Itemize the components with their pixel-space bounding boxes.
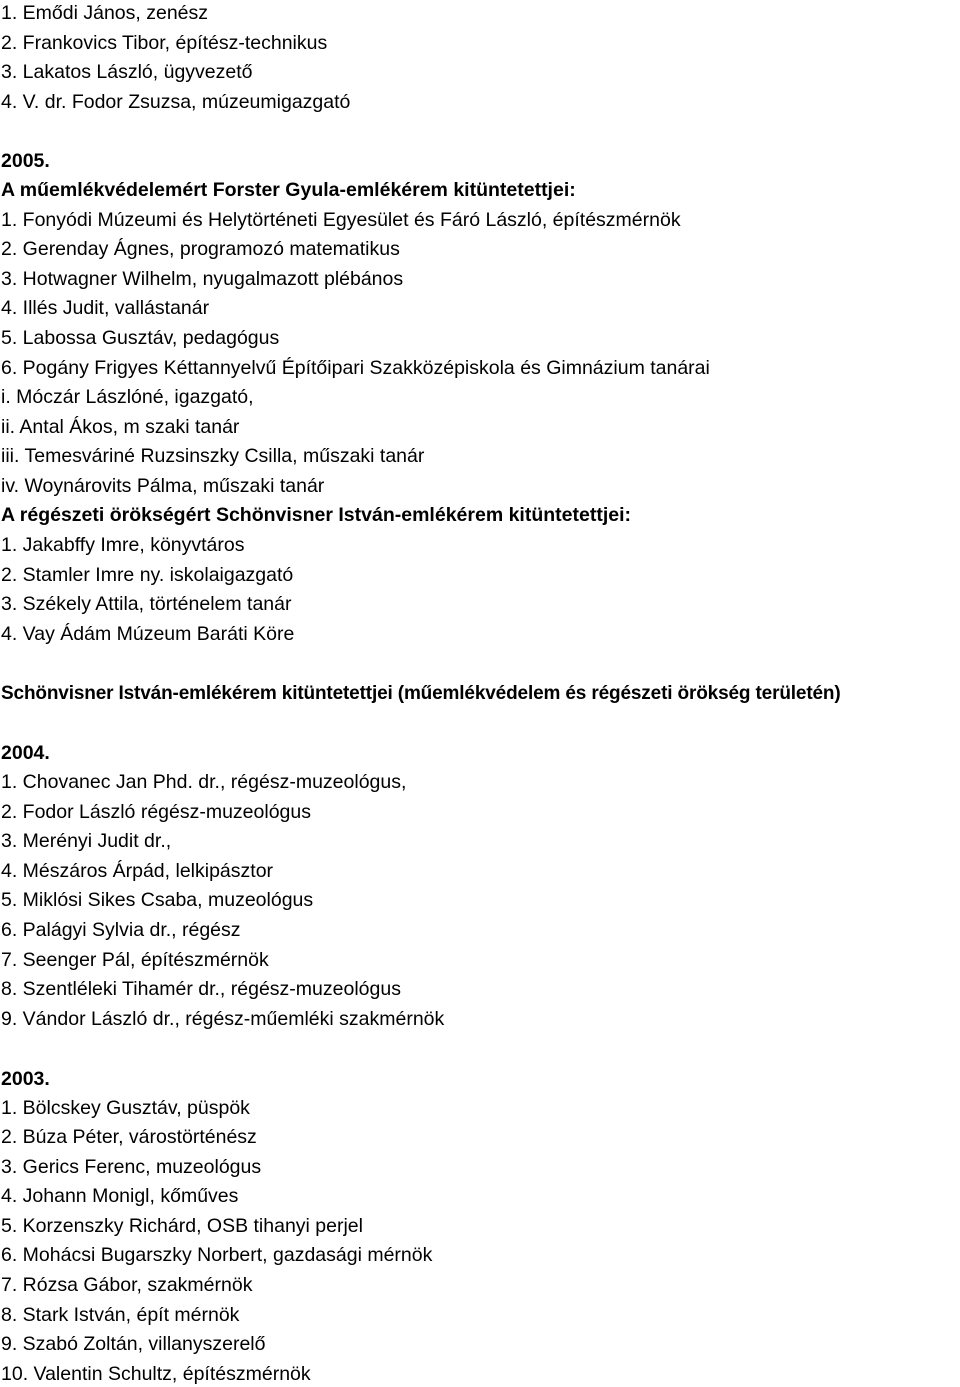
list-item: 6. Mohácsi Bugarszky Norbert, gazdasági mérnök	[1, 1244, 433, 1266]
list-item: 1. Jakabffy Imre, könyvtáros	[1, 534, 245, 556]
list-item: 2. Fodor László régész-muzeológus	[1, 801, 311, 823]
list-item: 8. Szentléleki Tihamér dr., régész-muzeológus	[1, 978, 401, 1000]
list-item: 2. Frankovics Tibor, építész-technikus	[1, 32, 328, 54]
list-item: 2. Búza Péter, várostörténész	[1, 1126, 257, 1148]
section-heading: 2004.	[1, 742, 50, 764]
list-item: 9. Vándor László dr., régész-műemléki szakmérnök	[1, 1008, 445, 1030]
list-item: iii. Temesváriné Ruzsinszky Csilla, műszaki tanár	[1, 445, 425, 467]
list-item: 2. Stamler Imre ny. iskolaigazgató	[1, 564, 294, 586]
list-item: 2. Gerenday Ágnes, programozó matematikus	[1, 238, 400, 260]
list-item: 5. Miklósi Sikes Csaba, muzeológus	[1, 889, 314, 911]
list-item: 6. Palágyi Sylvia dr., régész	[1, 919, 241, 941]
section-heading: 2005.	[1, 150, 50, 172]
section-heading: A műemlékvédelemért Forster Gyula-emlékérem kitüntetettjei:	[1, 179, 576, 201]
list-item: 3. Merényi Judit dr.,	[1, 830, 172, 852]
list-item: ii. Antal Ákos, m szaki tanár	[1, 416, 240, 438]
list-item: 8. Stark István, épít mérnök	[1, 1304, 240, 1326]
list-item: 10. Valentin Schultz, építészmérnök	[1, 1363, 311, 1385]
list-item: 5. Korzenszky Richárd, OSB tihanyi perjel	[1, 1215, 363, 1237]
list-item: 3. Székely Attila, történelem tanár	[1, 593, 292, 615]
list-item: 1. Emődi János, zenész	[1, 2, 209, 24]
section-heading: A régészeti örökségért Schönvisner István-emlékérem kitüntetettjei:	[1, 504, 631, 526]
list-item: iv. Woynárovits Pálma, műszaki tanár	[1, 475, 325, 497]
list-item: 9. Szabó Zoltán, villanyszerelő	[1, 1333, 266, 1355]
list-item: 1. Bölcskey Gusztáv, püspök	[1, 1097, 250, 1119]
list-item: 1. Chovanec Jan Phd. dr., régész-muzeológus,	[1, 771, 407, 793]
list-item: 3. Lakatos László, ügyvezető	[1, 61, 253, 83]
section-heading: Schönvisner István-emlékérem kitüntetettjei (műemlékvédelem és régészeti örökség területén)	[1, 683, 841, 704]
list-item: i. Móczár Lászlóné, igazgató,	[1, 386, 254, 408]
list-item: 5. Labossa Gusztáv, pedagógus	[1, 327, 280, 349]
list-item: 1. Fonyódi Múzeumi és Helytörténeti Egyesület és Fáró László, építészmérnök	[1, 209, 681, 231]
list-item: 3. Hotwagner Wilhelm, nyugalmazott plébános	[1, 268, 404, 290]
list-item: 3. Gerics Ferenc, muzeológus	[1, 1156, 262, 1178]
list-item: 7. Rózsa Gábor, szakmérnök	[1, 1274, 253, 1296]
section-heading: 2003.	[1, 1068, 50, 1090]
list-item: 4. Johann Monigl, kőműves	[1, 1185, 239, 1207]
list-item: 6. Pogány Frigyes Kéttannyelvű Építőipari Szakközépiskola és Gimnázium tanárai	[1, 357, 710, 379]
list-item: 4. Vay Ádám Múzeum Baráti Köre	[1, 623, 295, 645]
list-item: 4. Mészáros Árpád, lelkipásztor	[1, 860, 274, 882]
list-item: 4. V. dr. Fodor Zsuzsa, múzeumigazgató	[1, 91, 351, 113]
list-item: 7. Seenger Pál, építészmérnök	[1, 949, 269, 971]
list-item: 4. Illés Judit, vallástanár	[1, 297, 210, 319]
